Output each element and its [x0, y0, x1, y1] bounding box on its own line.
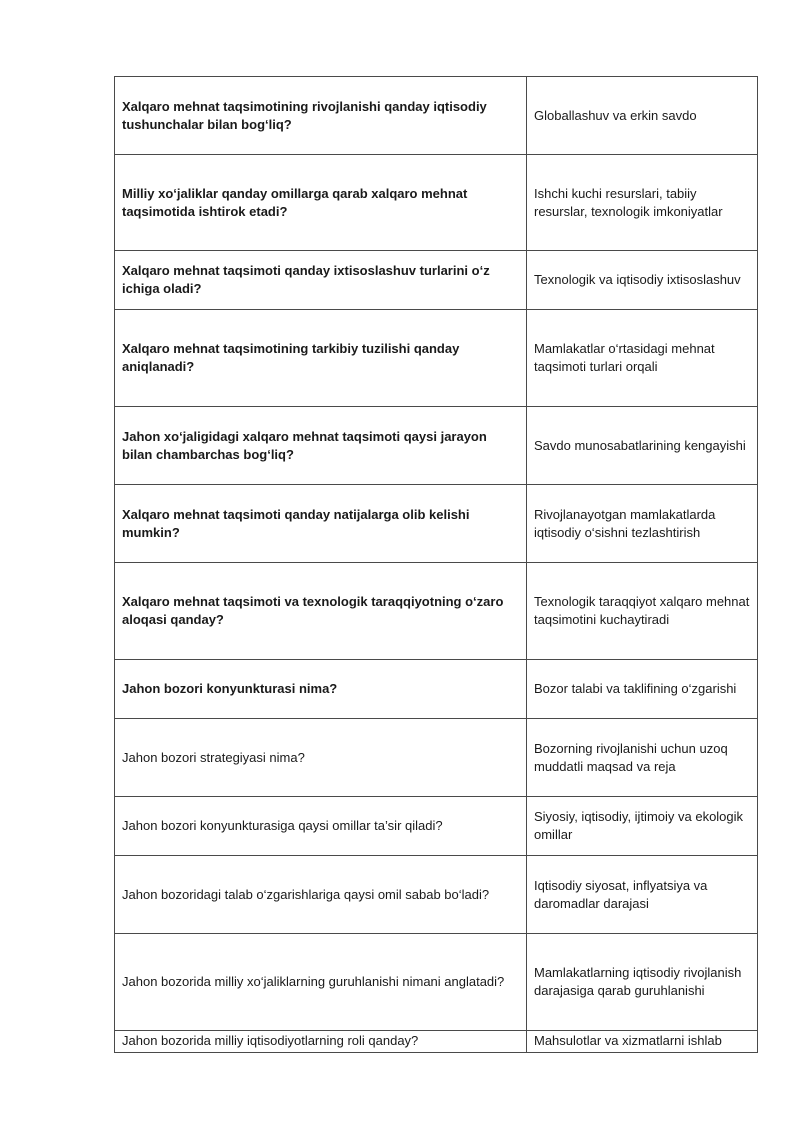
table-row [115, 563, 758, 660]
question-cell: Xalqaro mehnat taqsimoti qanday natijalarga olib kelishi mumkin? [115, 485, 527, 563]
table-row [115, 251, 758, 310]
table-row [115, 934, 758, 1031]
question-cell: Xalqaro mehnat taqsimoti va texnologik taraqqiyotning o‘zaro aloqasi qanday? [115, 563, 527, 660]
question-cell: Jahon xo‘jaligidagi xalqaro mehnat taqsimoti qaysi jarayon bilan chambarchas bog‘liq? [115, 407, 527, 485]
answer-cell: Ishchi kuchi resurslari, tabiiy resurslar, texnologik imkoniyatlar [527, 155, 758, 251]
question-cell: Jahon bozoridagi talab o‘zgarishlariga qaysi omil sabab bo‘ladi? [115, 856, 527, 934]
table-row [115, 155, 758, 251]
question-cell: Xalqaro mehnat taqsimoti qanday ixtisoslashuv turlarini o‘z ichiga oladi? [115, 251, 527, 310]
answer-cell: Mamlakatlar o‘rtasidagi mehnat taqsimoti turlari orqali [527, 310, 758, 407]
answer-cell: Texnologik taraqqiyot xalqaro mehnat taqsimotini kuchaytiradi [527, 563, 758, 660]
answer-cell: Siyosiy, iqtisodiy, ijtimoiy va ekologik omillar [527, 797, 758, 856]
question-cell: Xalqaro mehnat taqsimotining tarkibiy tuzilishi qanday aniqlanadi? [115, 310, 527, 407]
table-row [115, 77, 758, 155]
answer-cell: Globallashuv va erkin savdo [527, 77, 758, 155]
answer-cell: Bozor talabi va taklifining o‘zgarishi [527, 660, 758, 719]
question-cell: Jahon bozorida milliy xo‘jaliklarning guruhlanishi nimani anglatadi? [115, 934, 527, 1031]
question-cell: Jahon bozori strategiyasi nima? [115, 719, 527, 797]
question-cell: Jahon bozorida milliy iqtisodiyotlarning roli qanday? [115, 1031, 527, 1053]
question-cell: Jahon bozori konyunkturasi nima? [115, 660, 527, 719]
question-cell: Milliy xo‘jaliklar qanday omillarga qarab xalqaro mehnat taqsimotida ishtirok etadi? [115, 155, 527, 251]
answer-cell: Iqtisodiy siyosat, inflyatsiya va daromadlar darajasi [527, 856, 758, 934]
answer-cell: Texnologik va iqtisodiy ixtisoslashuv [527, 251, 758, 310]
table-row [115, 856, 758, 934]
table-row [115, 719, 758, 797]
table-row [115, 485, 758, 563]
question-cell: Jahon bozori konyunkturasiga qaysi omillar ta’sir qiladi? [115, 797, 527, 856]
table-row [115, 1031, 758, 1053]
table-row [115, 660, 758, 719]
answer-cell: Rivojlanayotgan mamlakatlarda iqtisodiy o‘sishni tezlashtirish [527, 485, 758, 563]
answer-cell: Savdo munosabatlarining kengayishi [527, 407, 758, 485]
answer-cell: Mamlakatlarning iqtisodiy rivojlanish darajasiga qarab guruhlanishi [527, 934, 758, 1031]
qa-table [114, 76, 758, 1053]
question-cell: Xalqaro mehnat taqsimotining rivojlanishi qanday iqtisodiy tushunchalar bilan bog‘liq? [115, 77, 527, 155]
table-row [115, 407, 758, 485]
table-row [115, 310, 758, 407]
table-row [115, 797, 758, 856]
answer-cell: Mahsulotlar va xizmatlarni ishlab [527, 1031, 758, 1053]
answer-cell: Bozorning rivojlanishi uchun uzoq muddatli maqsad va reja [527, 719, 758, 797]
